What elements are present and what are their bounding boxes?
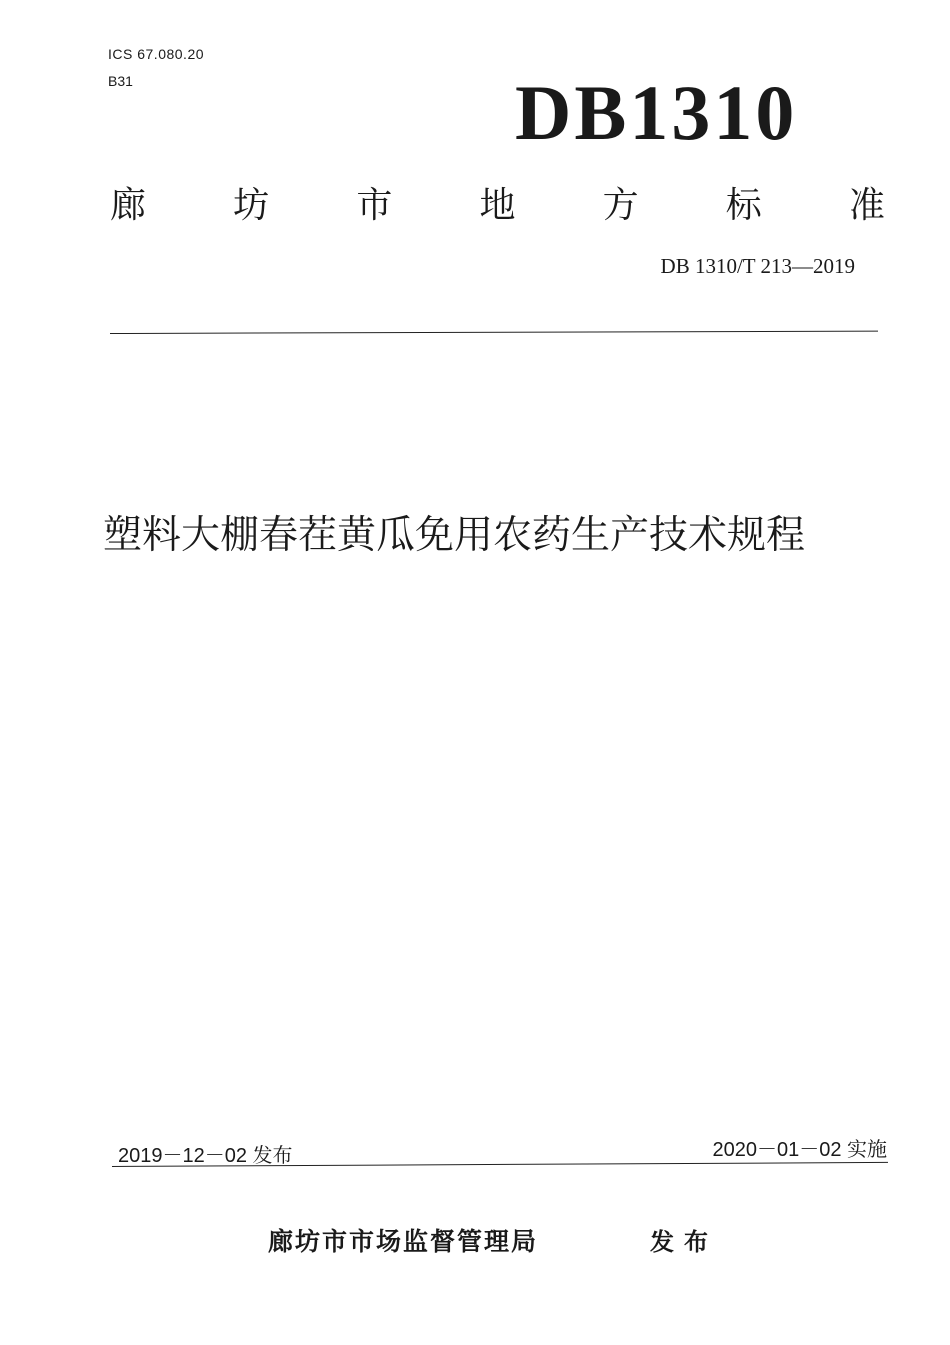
issue-label: 发布 bbox=[650, 1228, 718, 1256]
standard-type-char: 标 bbox=[725, 185, 762, 226]
document-title: 塑料大棚春茬黄瓜免用农药生产技术规程 bbox=[103, 513, 806, 558]
publish-date: 2019－12－02 发布 bbox=[118, 1145, 293, 1167]
standard-type-char: 坊 bbox=[233, 185, 270, 226]
standard-type-char: 廊 bbox=[110, 185, 147, 226]
standard-type-char: 准 bbox=[848, 185, 885, 226]
effective-date: 2020－01－02 实施 bbox=[712, 1139, 887, 1161]
standard-type bbox=[110, 182, 885, 230]
header-divider bbox=[110, 331, 878, 334]
ics-code: ICS 67.080.20 bbox=[108, 46, 205, 62]
standard-type-char: 地 bbox=[479, 185, 516, 226]
standard-number: DB 1310/T 213—2019 bbox=[660, 254, 855, 278]
standard-type-char: 方 bbox=[602, 185, 639, 226]
publisher-name: 廊坊市市场监督管理局 bbox=[268, 1227, 539, 1256]
standard-type-char: 市 bbox=[356, 185, 393, 226]
classification-code: B31 bbox=[108, 73, 133, 89]
db-logo: DB1310 bbox=[515, 69, 798, 156]
